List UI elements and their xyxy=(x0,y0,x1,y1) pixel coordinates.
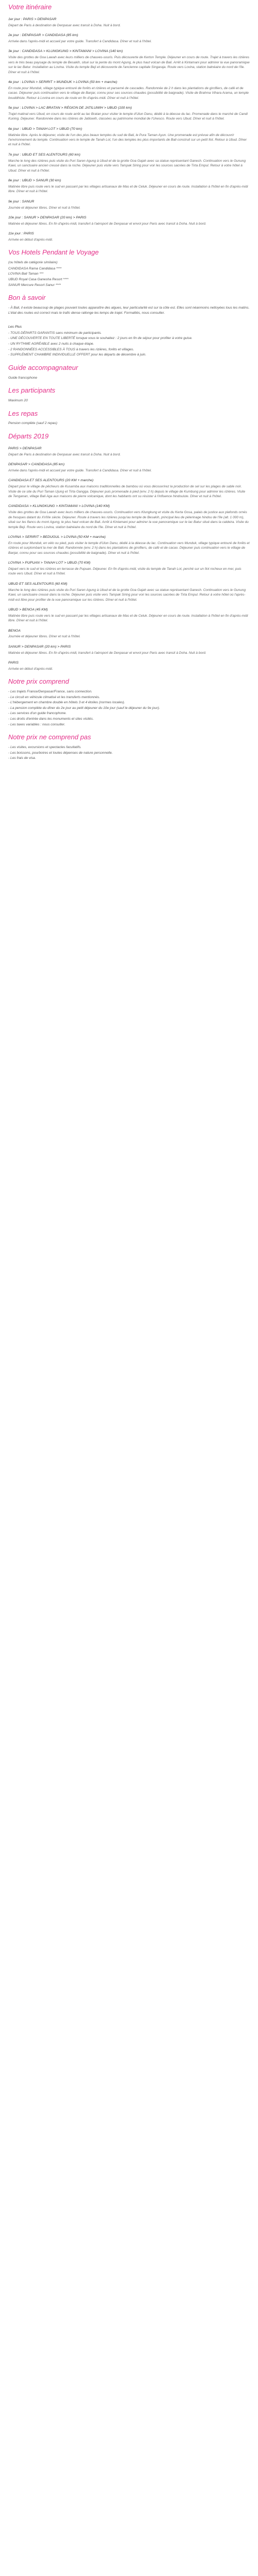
departure-day-description: Visite des grottes de Goa Lawah avec leurs milliers de chauves-souris. Continuation vers Klungkung et visite du Kerta Gosa, palais de justice aux plafonds ornés de fresques datant du XVIIIe siècle. Déjeuner. Route à travers les rizières jusqu'au temple de Besakih, principal lieu de pèlerinage hindou de l'île (alt. 1 000 m), situé sur les flancs du mont Agung, le plus haut volcan de Bali. Arrêt à Kintamani pour admirer la vue panoramique sur le lac Batur situé dans la caldeira. Visite du temple Beji. Route vers Lovina, station balnéaire du nord de l'île. Dîner et nuit à l'hôtel. xyxy=(8,511,249,529)
participants-text: Maximum 20 xyxy=(8,398,28,402)
repas-title: Les repas xyxy=(8,409,38,417)
prix-ne-comprend-pas-item: - Les visites, excursions et spectacles facultatifs. xyxy=(8,745,82,750)
itinerary-day-description: Matinée libre. Après le déjeuner, visite de l'un des plus beaux temples du sud de Bali, le Pura Taman Ayun. Une promenade est prévue afin de découvrir l'environnement du temple. Continuation vers le temple de Tanah Lot, l'un des temples les plus importants de Bali construit sur un petit îlot. Retour à Ubud. Dîner et nuit à l'hôtel. xyxy=(8,133,247,147)
departure-day-description: Marche le long des rizières puis visite du Puri Saren Agung à Ubud et de la grotte Goa Gajah avec sa statue représentant Ganesh. Continuation vers le Gunung Kawi, un sanctuaire creusé dans la roche. Déjeuner puis visite vers Tampak Siring pour voir les sources sacrées de Tirta Empul. Retour à votre hôtel où l'après-midi est libre pour profiter de la vue panoramique sur les rizières. Dîner et nuit à l'hôtel. xyxy=(8,588,246,602)
hotels-list xyxy=(8,266,250,287)
itinerary-day-description: Marche le long des rizières puis visite du Puri Saren Agung à Ubud et de la grotte Goa Gajah avec sa statue représentant Ganesh. Continuation vers le Gunung Kawi, un sanctuaire ancien creusé dans la roche. Déjeuner puis visite vers Tampak Siring pour voir les sources sacrées de Tirta Empul. Retour à votre hôtel à Ubud. Dîner et nuit à l'hôtel. xyxy=(8,159,246,173)
departure-day-description: Arrivée dans l'après-midi et accueil par votre guide. Transfert à Candidasa. Dîner et nuit à l'hôtel. xyxy=(8,468,152,472)
prix-comprend-item: - La pension complète du dîner du 2e jour au petit déjeuner du 10e jour (sauf le déjeuner du 9e jour). xyxy=(8,706,160,710)
departure-day-description: Départ pour le village de pêcheurs de Kusamba aux maisons traditionnelles de bambou où vous découvrirez la production de sel sur les plages de sable noir. Visite de ce site du Puri Taman Ujung et Tirta Gangga. Déjeuner puis promenade à pied (env. 2 h) depuis le village de Kumbung pour admirer les rizières. Visite de Tenganan, village Bali Aga aux maisons de pierre volcanique, dont les habitants ont su résister à l'influence hindouiste. Dîner et nuit à l'hôtel. xyxy=(8,485,246,499)
itinerary-title: Votre itinéraire xyxy=(8,3,52,11)
les-plus-item: - UN RYTHME AGRÉABLE avec 2 nuits à chaque étape. xyxy=(8,342,94,346)
les-plus-title: Les Plus xyxy=(8,325,22,329)
departure-day-description: Arrivée en début d'après-midi. xyxy=(8,667,53,671)
itinerary-day-description: Matinée libre puis route vers le sud en passant par les villages artisanaux de Mas et de Celuk. Déjeuner en cours de route. Installation à l'hôtel en fin d'après-midi libre. Dîner et nuit à l'hôtel. xyxy=(8,184,248,194)
prix-comprend-item: - Le circuit en véhicule climatisé et les transferts mentionnés. xyxy=(8,695,100,699)
departure-day-description: Départ vers le sud et les rizières en terrasse de Pupuan. Déjeuner. En fin d'après-midi, visite du temple de Tanah Lot, perché sur un îlot rocheux en mer, puis route vers Ubud. Dîner et nuit à l'hôtel. xyxy=(8,567,241,576)
departure-day-title: CANDIDASA ET SES ALENTOURS (20 KM + marche) xyxy=(8,479,93,483)
prix-comprend-item: - L'hébergement en chambre double en hôtels 3 et 4 étoiles (normes locales). xyxy=(8,701,125,705)
prix-comprend-item: - Les taxes variables : nous consulter. xyxy=(8,722,66,726)
departure-day-title: LOVINA > SERIRIT > BEDUGUL > LOVINA (50 KM + marche) xyxy=(8,535,106,539)
itinerary-day-description: Arrivée dans l'après-midi et accueil par votre guide. Transfert à Candidasa. Dîner et nuit à l'hôtel. xyxy=(8,40,152,43)
itinerary-day-title: 5e jour : LOVINA > LAC BRATAN > RÉGION DE JATILUWIH > UBUD (100 km) xyxy=(8,106,132,110)
departures-title: Départs 2019 xyxy=(8,432,49,440)
departure-day-title: PARIS > DENPASAR xyxy=(8,446,42,450)
departure-day-title: CANDIDASA > KLUNGKUNG > KINTAMANI > LOVINA (140 KM) xyxy=(8,504,110,509)
les-plus-item: - 2 RANDONNÉES ACCESSIBLES À TOUS à travers les rizières, forêts et villages. xyxy=(8,347,134,351)
prix-comprend-title: Notre prix comprend xyxy=(8,677,69,686)
hotels-intro: (ou hôtels de catégorie similaire) xyxy=(8,261,58,265)
guide-text: Guide francophone xyxy=(8,376,38,380)
itinerary-days xyxy=(8,17,250,243)
departure-day-description: Matinée libre puis route vers le sud en passant par les villages artisanaux de Mas et de Celuk. Déjeuner en cours de route. Installation à l'hôtel en fin d'après-midi libre. Dîner et nuit à l'hôtel. xyxy=(8,614,248,623)
hotel-item: LOVINA Bali Taman *** xyxy=(8,272,44,276)
itinerary-day-description: En route pour Munduk, village typique entouré de forêts et rizières et parsemé de cascades. Randonnée de 2 h dans les plantations de girofliers, de café et de cacao. Déjeuner puis continuation vers le village de Banjar, connu pour ses sources chaudes (possibilité de baignade). Visite de Brahma Vihara Arama, un temple bouddhiste. Retour à Lovina en cours de route en fin d'après-midi. Dîner et nuit à l'hôtel. xyxy=(8,86,249,100)
itinerary-day-title: 3e jour : CANDIDASA > KLUNGKUNG > KINTAMANI > LOVINA (140 km) xyxy=(8,49,123,54)
itinerary-day-title: 11e jour : PARIS xyxy=(8,232,34,236)
les-plus-item: - UNE DÉCOUVERTE EN TOUTE LIBERTÉ lorsque vous le souhaitez : 2 jours en fin de séjour pour profiter à votre guise. xyxy=(8,336,192,341)
repas-text: Pension complète (sauf 2 repas) xyxy=(8,421,57,426)
prix-comprend-item: - Les trajets France/Denpasar/France, sans connection. xyxy=(8,690,92,694)
itinerary-day-title: 10e jour : SANUR > DENPASAR (20 km) > PARIS xyxy=(8,215,87,219)
itinerary-day-title: 1er jour : PARIS > DENPASAR xyxy=(8,17,57,21)
departure-day-title: PARIS xyxy=(8,661,19,665)
departure-day-title: UBUD > BENOA (45 KM) xyxy=(8,607,48,612)
departure-day-description: Matinée et déjeuner libres. En fin d'après-midi, transfert à l'aéroport de Denpasar et envol pour Paris avec transit à Doha. Nuit à bord. xyxy=(8,651,206,655)
departure-days xyxy=(8,446,250,672)
itinerary-day-title: 4e jour : LOVINA > SERIRIT > MUNDUK > LOVINA (50 km + marche) xyxy=(8,80,118,84)
itinerary-day-title: 7e jour : UBUD ET SES ALENTOURS (60 km) xyxy=(8,152,80,157)
departure-day-title: DENPASAR > CANDIDASA (85 km) xyxy=(8,463,64,467)
itinerary-day-description: Visite des grottes de Goa Lawah avec leurs milliers de chauves-souris. Puis découverte de Kerton Temple. Déjeuner en cours de route. Trajet à travers les rizières vers le très beau paysage du temple de Besakih, situé sur la pente du mont Agung, le plus haut volcan de Bali. Arrêt à Kintamani pour admirer la vue panoramique sur le lac Batur. Installation au Lovina. Visite du temple Beji et découverte de l'ancienne capitale Singaraja. Route vers Lovina, station balnéaire du nord de l'île. Dîner et nuit à l'hôtel. xyxy=(8,56,250,74)
guide-title: Guide accompagnateur xyxy=(8,363,78,371)
prix-comprend-list xyxy=(8,689,250,727)
page xyxy=(0,0,258,772)
departure-day-title: SANUR > DENPASAR (20 km) > PARIS xyxy=(8,645,71,649)
prix-ne-comprend-pas-list xyxy=(8,745,250,761)
prix-comprend-item: - Les services d'un guide francophone. xyxy=(8,711,67,716)
itinerary-day-title: 8e jour : UBUD > SANUR (30 km) xyxy=(8,178,61,182)
itinerary-day-description: Journée et déjeuner libres. Dîner et nuit à l'hôtel. xyxy=(8,206,80,210)
prix-ne-comprend-pas-title: Notre prix ne comprend pas xyxy=(8,733,91,741)
hotel-item: CANDIDASA Rama Candidasa **** xyxy=(8,266,62,270)
itinerary-day-title: 2e jour : DENPASAR > CANDIDASA (85 km) xyxy=(8,33,78,38)
participants-title: Les participants xyxy=(8,386,56,395)
hotel-item: UBUD Royal Casa Ganesha Resort **** xyxy=(8,277,69,281)
itinerary-day-description: Trajet matinal vers Ubud, en cours de route arrêt au lac Bratan pour visiter le temple d'Ulun Danu, dédié à la déesse du lac. Promenade dans le marché de Candi Kuning. Déjeuner. Randonnée dans les rizières de Jatiluwih, classées au patrimoine mondial de l'Unesco. Route vers Ubud. Dîner et nuit à l'hôtel. xyxy=(8,112,248,121)
les-plus-list xyxy=(8,331,250,358)
prix-comprend-item: - Les droits d'entrée dans les monuments et sites visités. xyxy=(8,717,94,721)
bon-a-savoir-title: Bon à savoir xyxy=(8,294,46,302)
hotels-title: Vos Hotels Pendant le Voyage xyxy=(8,248,99,257)
departure-day-title: BENOA xyxy=(8,629,21,633)
departure-day-title: LOVINA > PUPUAN > TANAH LOT > UBUD (70 KM) xyxy=(8,561,91,565)
prix-ne-comprend-pas-item: - Les boissons, pourboires et toutes dépenses de nature personnelle. xyxy=(8,751,113,755)
departure-day-description: Journée et déjeuner libres. Dîner et nuit à l'hôtel. xyxy=(8,635,80,639)
itinerary-day-title: 6e jour : UBUD > TANAH LOT > UBUD (70 km) xyxy=(8,127,83,131)
itinerary-day-description: Départ de Paris à destination de Denpasar avec transit à Doha. Nuit à bord. xyxy=(8,23,121,27)
departure-day-title: UBUD ET SES ALENTOURS (60 KM) xyxy=(8,582,68,586)
bon-a-savoir-text: - À Bali, il existe beaucoup de plages pouvant toutes apparaître des algues, leur particularité est sur la côte est. Elles sont néanmoins nettoyées tous les matins. L'état des routes est correct mais le trafic dense rallonge les temps de trajet. Formalités, nous consulter. xyxy=(8,306,250,315)
prix-ne-comprend-pas-item: - Les frais de visa. xyxy=(8,756,36,760)
hotel-item: SANUR Mercure Resort Sanur **** xyxy=(8,283,61,287)
departure-day-description: En route pour Munduk, en vélo ou pied, puis visiter le temple d'Ulun Danu, dédié à la déesse du lac. Continuation vers Munduk, village typique entouré de forêts et rizières et surplombant la mer de Bali. Randonnée (env. 2 h) dans les plantations de girofliers, de café et de cacao. Déjeuner puis continuation vers le village de Banjar, connu pour ses sources chaudes (possibilité de baignade). Dîner et nuit à l'hôtel. xyxy=(8,541,250,555)
itinerary-day-description: Arrivée en début d'après-midi. xyxy=(8,238,53,242)
itinerary-day-description: Matinée et déjeuner libres. En fin d'après-midi, transfert à l'aéroport de Denpasar et envol pour Paris avec transit à Doha. Nuit à bord. xyxy=(8,222,206,226)
les-plus-item: - TOUS DÉPARTS GARANTIS sans minimum de participants. xyxy=(8,331,102,335)
les-plus-item: - SUPPLÉMENT CHAMBRE INDIVIDUELLE OFFERT pour les départs de décembre à juin. xyxy=(8,353,147,357)
departure-day-description: Départ de Paris à destination de Denpasar avec transit à Doha. Nuit à bord. xyxy=(8,452,121,456)
itinerary-day-title: 9e jour : SANUR xyxy=(8,199,35,204)
